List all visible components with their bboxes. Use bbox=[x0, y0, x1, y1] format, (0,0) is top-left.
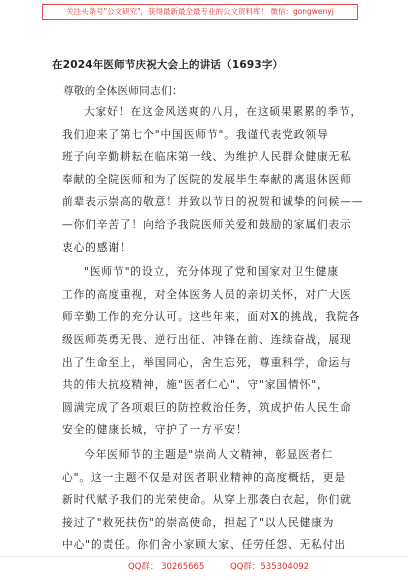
promo-banner: 关注头条号"公文研究"，获得最新最全最专业的公文资料库！ 微信：gongwenyj bbox=[42, 4, 358, 20]
qq-group-1: QQ群： 30265665 bbox=[128, 562, 205, 572]
document-title: 在2024年医师节庆祝大会上的讲话（1693字） bbox=[52, 59, 284, 71]
text-line: 出了生命至上，举国同心，舍生忘死，尊重科学，命运与 bbox=[62, 355, 352, 369]
text-line: 我们迎来了第七个"中国医师节"。我谨代表党政领导 bbox=[62, 127, 329, 141]
text-line: 前辈表示崇高的敬意！并致以节日的祝贺和诚挚的问候—— bbox=[62, 195, 363, 209]
qq-group-2: QQ群：535304092 bbox=[230, 562, 310, 572]
text-line: 今年医师节的主题是"崇尚人文精神，彰显医者仁 bbox=[84, 447, 334, 461]
text-line: 接过了"救死扶伤"的崇高使命，担起了"以人民健康为 bbox=[62, 515, 335, 529]
text-line: 级医师英勇无畏、逆行出征、冲锋在前、连续奋战，展现 bbox=[62, 332, 352, 346]
text-line: 安全的健康长城，守护了一方平安！ bbox=[62, 423, 248, 437]
text-line: —你们辛苦了！向给予我院医师关爱和鼓励的家属们表示 bbox=[62, 217, 352, 231]
text-line: 师辛勤工作的充分认可。这些年来，面对X的挑战，我院各 bbox=[62, 310, 361, 324]
text-line: 圆满完成了各项艰巨的防控救治任务，筑成护佑人民生命 bbox=[62, 400, 352, 414]
text-line: 中心"的责任。你们舍小家顾大家、任劳任怨、无私付出 bbox=[62, 538, 346, 552]
text-line: 共的伟大抗疫精神，施"医者仁心"、守"家国情怀"， bbox=[62, 378, 329, 392]
salutation: 尊敬的全体医师同志们： bbox=[63, 85, 183, 97]
text-line: 心"。这一主题不仅是对医者职业精神的高度概括，更是 bbox=[62, 470, 346, 484]
paragraph-3 bbox=[62, 444, 363, 557]
text-line: 大家好！在这金风送爽的八月，在这硕果累累的季节， bbox=[84, 105, 363, 118]
text-line: 工作的高度重视，对全体医务人员的亲切关怀，对广大医 bbox=[62, 287, 352, 301]
paragraph-1 bbox=[62, 101, 363, 259]
text-line: 新时代赋予我们的光荣使命。从穿上那袭白衣起，你们就 bbox=[62, 493, 352, 507]
page-footer bbox=[0, 556, 408, 574]
speech-body bbox=[62, 101, 363, 557]
paragraph-2 bbox=[62, 261, 363, 442]
text-line: 班子向辛勤耕耘在临床第一线、为维护人民群众健康无私 bbox=[62, 150, 352, 164]
text-line: "医师节"的设立，充分体现了党和国家对卫生健康 bbox=[84, 265, 339, 279]
text-line: 衷心的感谢！ bbox=[62, 240, 132, 254]
text-line: 奉献的全院医师和为了医院的发展毕生奉献的离退休医师 bbox=[62, 172, 352, 186]
